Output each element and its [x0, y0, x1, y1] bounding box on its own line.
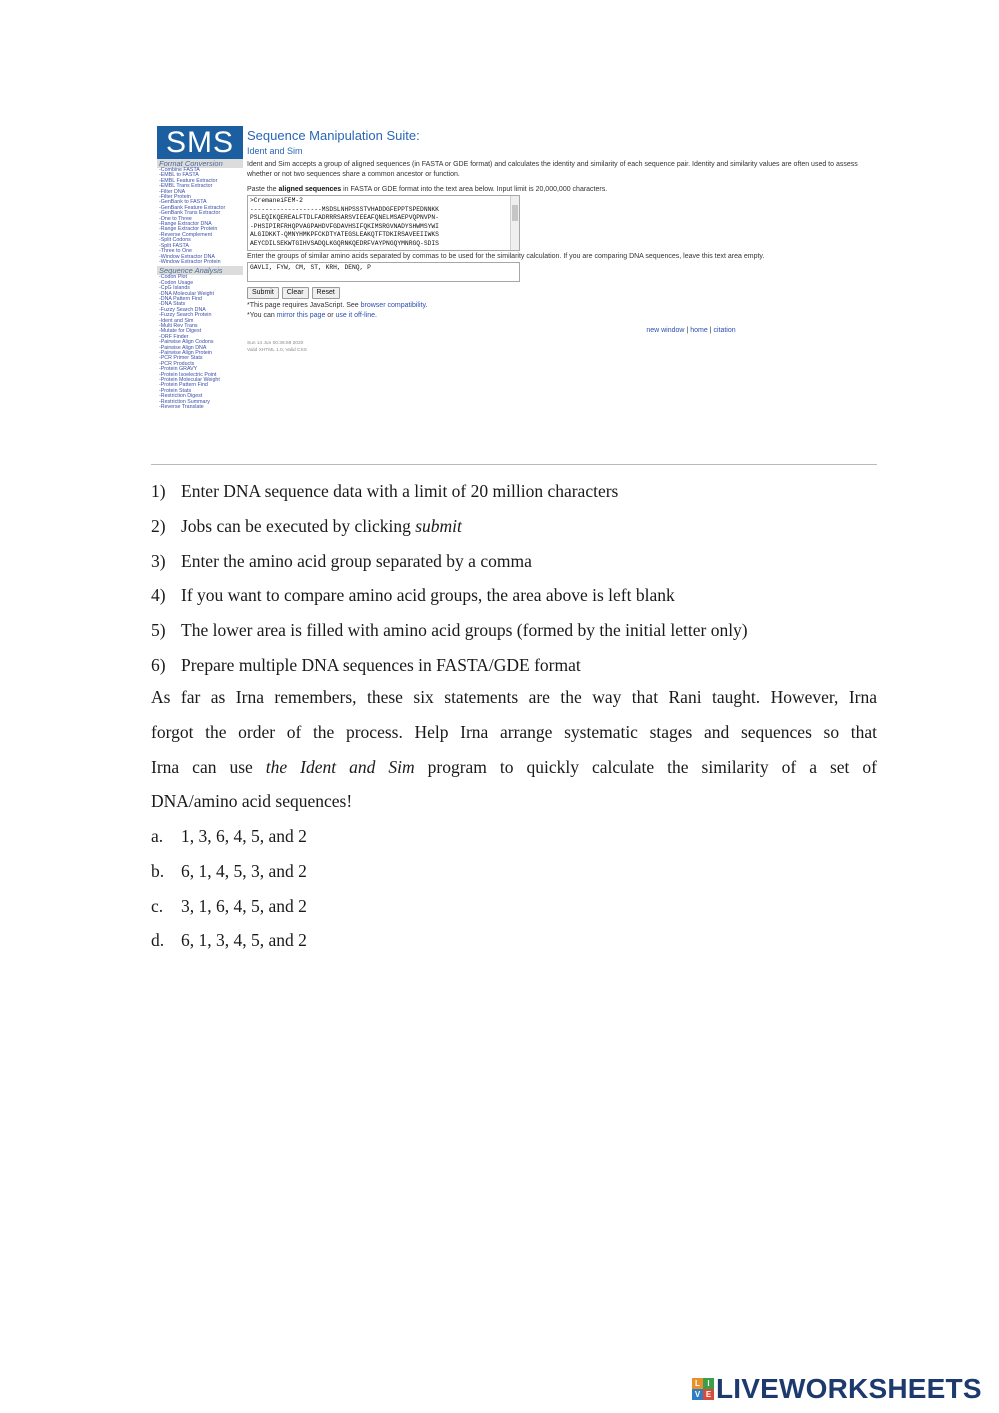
sidebar-section-title: Format Conversion [157, 159, 243, 168]
sidebar-item[interactable]: -Window Extractor Protein [159, 258, 221, 265]
clear-button[interactable]: Clear [282, 287, 309, 299]
sidebar-item[interactable]: -Protein GRAVY [159, 366, 198, 373]
brand-name: LIVEWORKSHEETS [716, 1373, 982, 1404]
sms-screenshot [151, 122, 877, 465]
brand-tile: V [692, 1389, 703, 1400]
sidebar-item[interactable]: -DNA Pattern Find [159, 295, 202, 302]
option-c[interactable]: c. 3, 1, 6, 4, 5, and 2 [151, 895, 307, 916]
sidebar-item[interactable]: -Pairwise Align DNA [159, 344, 207, 351]
sidebar-item[interactable]: -ORF Finder [159, 333, 189, 340]
offline-link[interactable]: use it off-line [335, 312, 376, 319]
step-item: 5) The lower area is filled with amino acid groups (formed by the initial letter only) [151, 620, 748, 641]
sidebar-item[interactable]: -Restriction Digest [159, 393, 203, 400]
home-link[interactable]: home [690, 327, 708, 334]
validity-note: Valid XHTML 1.0, Valid CSS [247, 348, 307, 353]
sequence-line: -------------------MSDSLNHPSSSTVHADDGFEPPTSPEDNNKK [250, 205, 439, 213]
sidebar-item[interactable]: -Protein Stats [159, 387, 192, 394]
sidebar-item[interactable]: -Three to One [159, 248, 192, 255]
option-d[interactable]: d. 6, 1, 3, 4, 5, and 2 [151, 930, 307, 951]
brand-tile: L [692, 1378, 703, 1389]
sidebar-item[interactable]: -Ident and Sim [159, 317, 194, 324]
step-item: 2) Jobs can be executed by clicking submit [151, 515, 462, 536]
sidebar-item[interactable]: -Reverse Translate [159, 404, 204, 411]
sidebar-item[interactable]: -DNA Molecular Weight [159, 290, 214, 297]
sidebar-item[interactable]: -Fuzzy Search DNA [159, 306, 206, 313]
groups-value: GAVLI, FYW, CM, ST, KRH, DENQ, P [250, 264, 371, 271]
sidebar-item[interactable]: -Combine FASTA [159, 167, 200, 173]
sidebar-item[interactable]: -One to Three [159, 215, 192, 222]
sidebar-item[interactable]: -Protein Isoelectric Point [159, 371, 217, 378]
liveworksheets-logo [692, 1374, 982, 1404]
sidebar-item[interactable]: -Codon Plot [159, 274, 187, 281]
step-item: 1) Enter DNA sequence data with a limit of 20 million characters [151, 481, 619, 501]
paste-prompt: Paste the aligned sequences in FASTA or GDE format into the text area below. Input limit is 20,000,000 characters. [247, 186, 608, 193]
brand-tile: E [703, 1389, 714, 1400]
sidebar-item[interactable]: -Codon Usage [159, 279, 194, 286]
sequence-line: >CremaneiFEM-2 [250, 197, 303, 204]
sidebar-item[interactable]: -Filter DNA [159, 188, 186, 195]
sidebar-item[interactable]: -Protein Pattern Find [159, 382, 208, 389]
sequence-scrollbar[interactable] [510, 196, 519, 250]
sidebar-item[interactable]: -Split FASTA [159, 242, 189, 249]
sidebar-item[interactable]: -GenBank Feature Extractor [159, 204, 226, 211]
sidebar-item[interactable]: -PCR Primer Stats [159, 355, 203, 362]
question-text: As far as Irna remembers, these six statements are the way that Rani taught. However, Irna forgot the order of the process. Help Irna arrange systematic stages and sequences so that Irna can use the Ident and Sim program to quickly calculate the similarity of a set of DNA/amino acid sequences! [151, 687, 877, 812]
submit-button[interactable]: Submit [247, 287, 279, 299]
sidebar-item[interactable]: -Fuzzy Search Protein [159, 312, 212, 319]
sidebar-item[interactable]: -Pairwise Align Codons [159, 339, 214, 346]
sidebar-item[interactable]: -Multi Rev Trans [159, 322, 198, 329]
sidebar-item[interactable]: -Split Codons [159, 237, 191, 244]
sidebar-item[interactable]: -Range Extractor Protein [159, 226, 218, 233]
sidebar-item[interactable]: -Range Extractor DNA [159, 221, 212, 228]
app-description: Ident and Sim accepts a group of aligned sequences (in FASTA or GDE format) and calculates the identity and similarity of each sequence pair. Identity and similarity values are often used to assess whether or not two sequences share a common ancestor or function. [247, 161, 858, 178]
timestamp: Sun 14 Jun 00:36:59 2020 [247, 341, 304, 346]
sidebar-item[interactable]: -GenBank to FASTA [159, 199, 207, 206]
sidebar-section-list [157, 168, 243, 265]
footer-links: new window | home | citation [646, 327, 736, 334]
new-window-link[interactable]: new window [646, 327, 685, 334]
action-buttons [247, 287, 875, 299]
sequence-line: AEYCDILSEKWTGIHVSADQLKGQRNKQEDRFVAYPNGQYMNRGQ-SDIS [250, 239, 439, 247]
sequence-line: PSLEQIKQEREALFTDLFADRRRSARSVIEEAFQNELMSAEPVQPNVPN- [250, 214, 439, 222]
sms-logo: SMS [157, 126, 243, 159]
groups-input[interactable] [247, 262, 520, 282]
sidebar-item[interactable]: -EMBL Trans Extractor [159, 183, 213, 190]
step-item: 6) Prepare multiple DNA sequences in FASTA/GDE format [151, 654, 581, 675]
app-subtitle: Ident and Sim [247, 146, 303, 156]
sidebar-item[interactable]: -DNA Stats [159, 301, 186, 308]
sidebar-item[interactable]: -Pairwise Align Protein [159, 350, 212, 356]
reset-button[interactable]: Reset [312, 287, 340, 299]
sidebar-item[interactable]: -CpG Islands [159, 285, 190, 292]
mirror-note: *You can mirror this page or use it off-line. [247, 312, 377, 319]
sidebar-section-list [157, 275, 243, 410]
sidebar-item[interactable]: -Filter Protein [159, 194, 191, 201]
step-item: 3) Enter the amino acid group separated by a comma [151, 550, 532, 571]
mirror-link[interactable]: mirror this page [276, 312, 326, 319]
sidebar-item[interactable]: -Mutate for Digest [159, 328, 202, 335]
sidebar-item[interactable]: -Window Extractor DNA [159, 253, 215, 260]
sequence-line: -PHSIPIRFRHQPVAGPAHDVFGDAVHSIFQKIMSRGVNADYSHWMSYWI [250, 222, 439, 230]
js-note: *This page requires JavaScript. See browser compatibility. [247, 302, 428, 309]
sms-main [247, 126, 875, 354]
citation-link[interactable]: citation [713, 327, 736, 334]
sms-sidebar [157, 126, 243, 411]
sidebar-item[interactable]: -EMBL Feature Extractor [159, 177, 218, 184]
sequence-line: ALGIDKKT-QMNYHMKPFCKDTYATEGSLEAKQTFTDKIRSAVEEIIWKS [250, 231, 439, 239]
step-item: 4) If you want to compare amino acid groups, the area above is left blank [151, 585, 675, 606]
browser-compat-link[interactable]: browser compatibility [360, 302, 426, 309]
option-b[interactable]: b. 6, 1, 4, 5, 3, and 2 [151, 860, 307, 881]
sidebar-item[interactable]: -GenBank Trans Extractor [159, 210, 221, 217]
sidebar-item[interactable]: -Restriction Summary [159, 398, 210, 405]
sidebar-item[interactable]: -EMBL to FASTA [159, 172, 199, 179]
groups-prompt: Enter the groups of similar amino acids separated by commas to be used for the similarity calculation. If you are comparing DNA sequences, leave this text area empty. [247, 253, 765, 260]
steps-list [151, 474, 748, 683]
sidebar-item[interactable]: -Protein Molecular Weight [159, 377, 220, 384]
sidebar-item[interactable]: -PCR Products [159, 360, 195, 367]
sidebar-item[interactable]: -Reverse Complement [159, 231, 212, 238]
app-title: Sequence Manipulation Suite: [247, 128, 420, 143]
option-a[interactable]: a. 1, 3, 6, 4, 5, and 2 [151, 826, 307, 846]
liveworksheets-icon [692, 1378, 714, 1400]
sidebar-nav [157, 159, 243, 410]
sequence-input[interactable] [247, 195, 520, 251]
sidebar-section-title: Sequence Analysis [157, 266, 243, 275]
answer-options [151, 819, 307, 958]
brand-tile: I [703, 1378, 714, 1389]
